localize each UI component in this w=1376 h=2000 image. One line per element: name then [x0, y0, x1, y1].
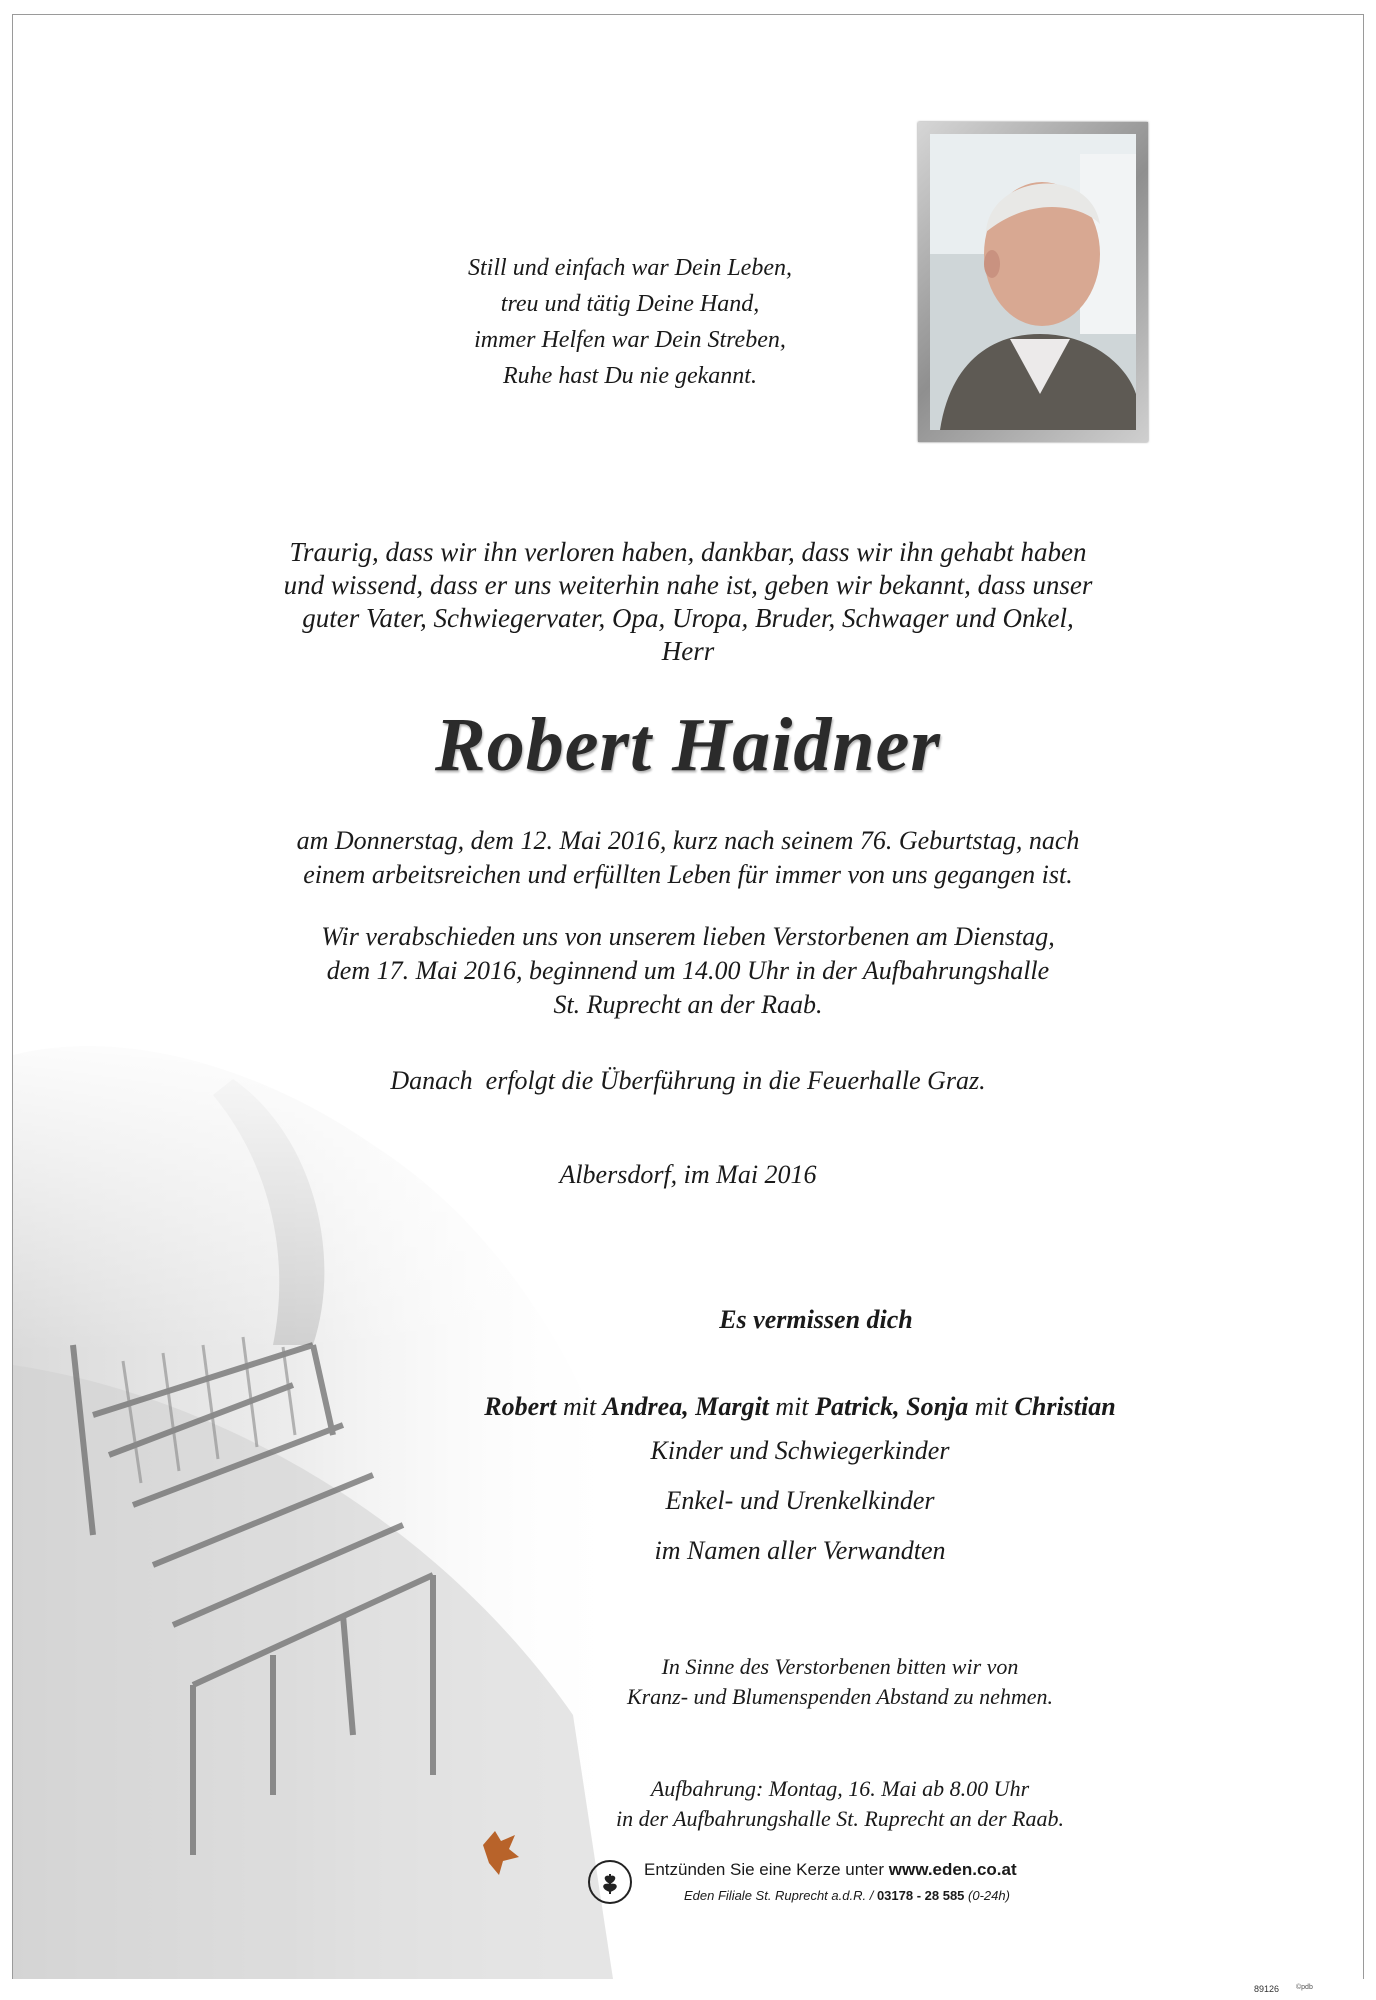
candle-text: Entzünden Sie eine Kerze unter: [644, 1860, 885, 1879]
farewell-line: dem 17. Mai 2016, beginnend um 14.00 Uhr in der Aufbahrungshalle: [326, 956, 1050, 985]
mourner-name: Margit: [695, 1392, 769, 1421]
announcement-line: guter Vater, Schwiegervater, Opa, Uropa, Bruder, Schwager und Onkel,: [302, 603, 1074, 633]
announcement-line: Herr: [661, 636, 715, 666]
print-code: 89126: [1254, 1984, 1280, 1994]
farewell-paragraph: [0, 920, 1376, 1022]
mourner-name: Christian: [1014, 1392, 1116, 1421]
printer-mark: ©pdb: [1296, 1984, 1313, 1991]
candle-line: [644, 1860, 1017, 1880]
announcement-line: Traurig, dass wir ihn verloren haben, dankbar, dass wir ihn gehabt haben: [289, 537, 1087, 567]
poem-line: Still und einfach war Dein Leben,: [468, 255, 792, 281]
poem-line: immer Helfen war Dein Streben,: [474, 327, 786, 353]
viewing-info: [460, 1774, 1220, 1834]
viewing-line: in der Aufbahrungshalle St. Ruprecht an der Raab.: [616, 1806, 1064, 1831]
deceased-name: Robert Haidner: [435, 703, 941, 787]
farewell-line: Wir verabschieden uns von unserem lieben Verstorbenen am Dienstag,: [321, 922, 1055, 951]
farewell-line: St. Ruprecht an der Raab.: [553, 990, 823, 1019]
death-line: einem arbeitsreichen und erfüllten Leben für immer von uns gegangen ist.: [303, 860, 1073, 889]
death-paragraph: [0, 824, 1376, 892]
mourners-names: [300, 1392, 1300, 1422]
branch-line: [684, 1888, 1010, 1903]
viewing-line: Aufbahrung: Montag, 16. Mai ab 8.00 Uhr: [650, 1776, 1030, 1801]
branch-text: Eden Filiale St. Ruprecht a.d.R. /: [684, 1888, 874, 1903]
mourner-name: Andrea,: [602, 1392, 689, 1421]
announcement-line: und wissend, dass er uns weiterhin nahe ist, geben wir bekannt, dass unser: [283, 570, 1093, 600]
mourner-name: Sonja: [906, 1392, 969, 1421]
poem-line: treu und tätig Deine Hand,: [500, 291, 760, 317]
request-line: In Sinne des Verstorbenen bitten wir von: [661, 1654, 1019, 1679]
portrait-frame: [918, 122, 1148, 442]
family-line: Kinder und Schwiegerkinder: [650, 1436, 950, 1465]
eden-url-link[interactable]: www.eden.co.at: [888, 1860, 1017, 1879]
transfer-note: Danach erfolgt die Überführung in die Feuerhalle Graz.: [390, 1066, 986, 1095]
poem-line: Ruhe hast Du nie gekannt.: [503, 363, 757, 389]
phone-hours: (0-24h): [968, 1888, 1010, 1903]
branch-phone: 03178 - 28 585: [876, 1888, 965, 1903]
family-line: Enkel- und Urenkelkinder: [665, 1486, 935, 1515]
family-line: im Namen aller Verwandten: [654, 1536, 946, 1565]
mourner-name: Robert: [484, 1392, 557, 1421]
mourner-name: Patrick,: [815, 1392, 900, 1421]
request-line: Kranz- und Blumenspenden Abstand zu nehmen.: [626, 1684, 1054, 1709]
eden-leaf-icon: [588, 1860, 632, 1904]
death-line: am Donnerstag, dem 12. Mai 2016, kurz nach seinem 76. Geburtstag, nach: [296, 826, 1080, 855]
portrait-photo: [930, 134, 1136, 430]
mourners-heading: Es vermissen dich: [719, 1305, 913, 1334]
place-date: Albersdorf, im Mai 2016: [559, 1160, 817, 1189]
mourner-conjunction: mit: [974, 1392, 1009, 1421]
memorial-poem: [300, 250, 960, 394]
announcement-text: [0, 536, 1376, 668]
mourner-conjunction: mit: [775, 1392, 809, 1421]
mourner-conjunction: mit: [563, 1392, 597, 1421]
donation-request: [460, 1652, 1220, 1712]
